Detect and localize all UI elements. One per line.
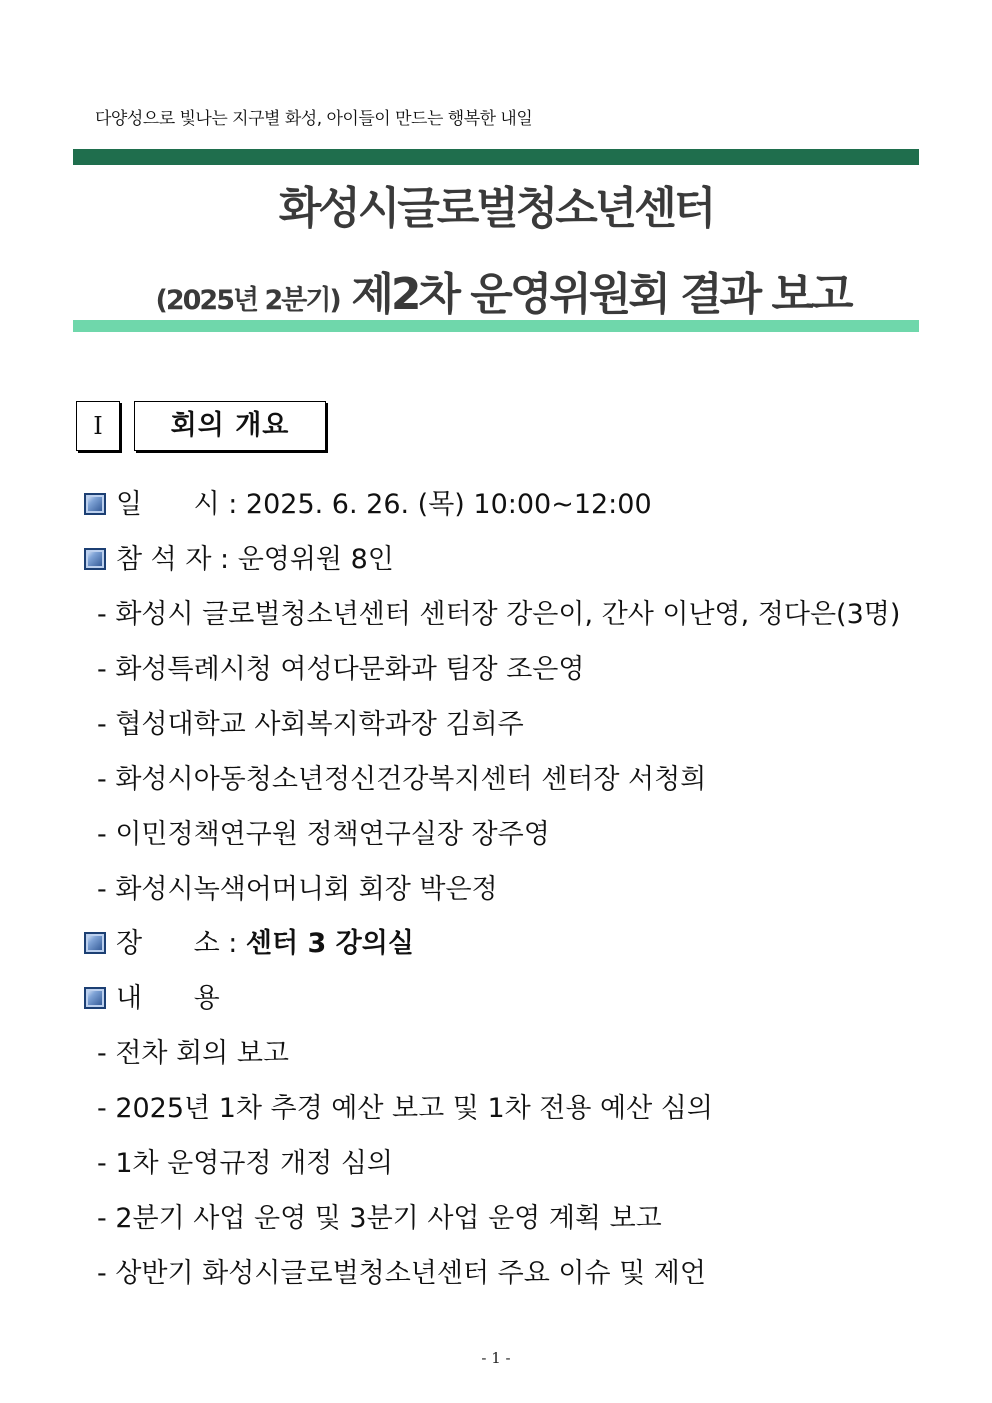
attendees-row bbox=[84, 542, 394, 578]
header-bottom-bar bbox=[73, 320, 919, 332]
document-title: 화성시글로벌청소년센터 bbox=[278, 183, 714, 234]
content-item: - 상반기 화성시글로벌청소년센터 주요 이슈 및 제언 bbox=[97, 1258, 706, 1289]
attendee-item: - 화성특례시청 여성다문화과 팀장 조은영 bbox=[97, 654, 585, 685]
section-title-box: 회의 개요 bbox=[134, 401, 326, 451]
content-item: - 전차 회의 보고 bbox=[97, 1038, 289, 1069]
document-subtitle bbox=[73, 258, 933, 322]
attendees-label: 참 석 자 : bbox=[116, 544, 238, 575]
page-number: - 1 - bbox=[481, 1349, 511, 1367]
content-item: - 2025년 1차 추경 예산 보고 및 1차 전용 예산 심의 bbox=[97, 1093, 713, 1124]
attendee-item: - 화성시녹색어머니회 회장 박은정 bbox=[97, 874, 498, 905]
content-item: - 2분기 사업 운영 및 3분기 사업 운영 계획 보고 bbox=[97, 1203, 662, 1234]
square-bullet-icon bbox=[84, 493, 106, 515]
attendee-item: - 화성시아동청소년정신건강복지센터 센터장 서청희 bbox=[97, 764, 707, 795]
attendee-item: - 화성시 글로벌청소년센터 센터장 강은이, 간사 이난영, 정다은(3명) bbox=[97, 599, 901, 630]
header-slogan: 다양성으로 빛나는 지구별 화성, 아이들이 만드는 행복한 내일 bbox=[95, 109, 533, 129]
subtitle-main: 제2차 운영위원회 결과 보고 bbox=[351, 269, 851, 320]
content-item: - 1차 운영규정 개정 심의 bbox=[97, 1148, 393, 1179]
subtitle-period: (2025년 2분기) bbox=[155, 285, 340, 316]
content-label: 내 용 bbox=[116, 983, 220, 1014]
square-bullet-icon bbox=[84, 548, 106, 570]
square-bullet-icon bbox=[84, 987, 106, 1009]
header-top-bar bbox=[73, 149, 919, 165]
datetime-label: 일 시 : bbox=[116, 489, 246, 520]
place-label: 장 소 : bbox=[116, 928, 246, 959]
square-bullet-icon bbox=[84, 932, 106, 954]
attendees-value: 운영위원 8인 bbox=[237, 544, 394, 575]
place-value: 센터 3 강의실 bbox=[245, 928, 414, 959]
place-row bbox=[84, 926, 414, 962]
datetime-value: 2025. 6. 26. (목) 10:00~12:00 bbox=[245, 489, 652, 520]
section-number-box: Ⅰ bbox=[76, 401, 120, 451]
content-row bbox=[84, 981, 220, 1017]
attendee-item: - 협성대학교 사회복지학과장 김희주 bbox=[97, 709, 524, 740]
attendee-item: - 이민정책연구원 정책연구실장 장주영 bbox=[97, 819, 550, 850]
datetime-row bbox=[84, 487, 652, 523]
